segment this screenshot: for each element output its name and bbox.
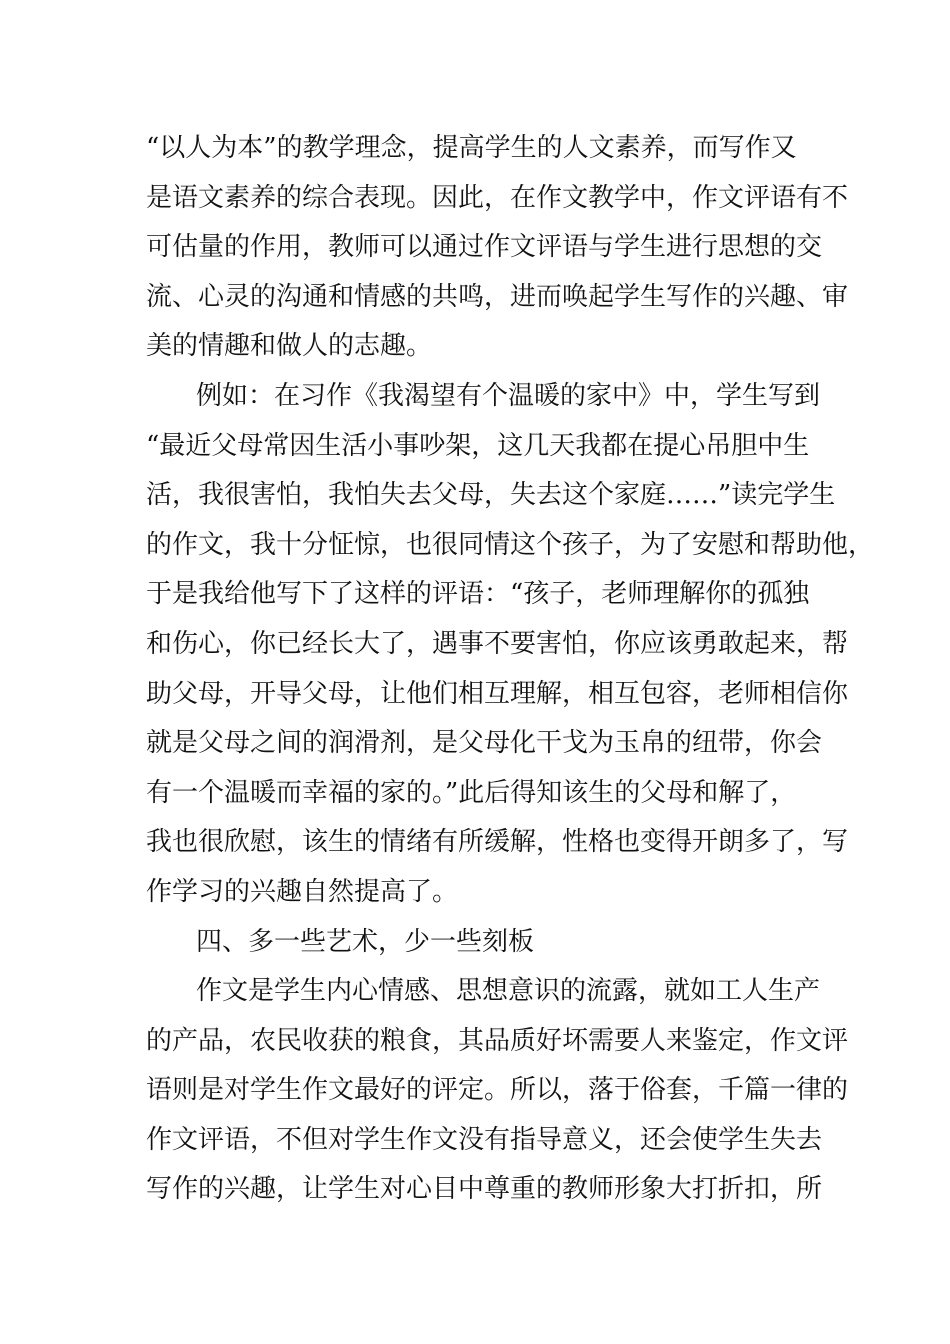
text-line: 写作的兴趣，让学生对心目中尊重的教师形象大打折扣，所 bbox=[146, 1174, 823, 1205]
text-line: 作文评语，不但对学生作文没有指导意义，还会使学生失去 bbox=[146, 1124, 823, 1155]
text-line: 是语文素养的综合表现。因此，在作文教学中，作文评语有不 bbox=[146, 182, 849, 213]
text-line: 流、心灵的沟通和情感的共鸣，进而唤起学生写作的兴趣、审 bbox=[146, 281, 849, 312]
text-line: 可估量的作用，教师可以通过作文评语与学生进行思想的交 bbox=[146, 232, 823, 263]
text-line: 的产品，农民收获的粮食，其品质好坏需要人来鉴定，作文评 bbox=[146, 1025, 849, 1056]
text-line: 和伤心，你已经长大了，遇事不要害怕，你应该勇敢起来，帮 bbox=[146, 628, 849, 659]
text-line: 有一个温暖而幸福的家的。”此后得知该生的父母和解了， bbox=[146, 777, 797, 808]
text-line: 于是我给他写下了这样的评语：“孩子，老师理解你的孤独 bbox=[146, 579, 810, 610]
text-line: 活，我很害怕，我怕失去父母，失去这个家庭……”读完学生 bbox=[146, 480, 836, 511]
text-line: 助父母，开导父母，让他们相互理解，相互包容，老师相信你 bbox=[146, 678, 849, 709]
text-line: 例如：在习作《我渴望有个温暖的家中》中，学生写到 bbox=[196, 380, 821, 411]
body-text bbox=[146, 124, 875, 1215]
text-line: “最近父母常因生活小事吵架，这几天我都在提心吊胆中生 bbox=[146, 430, 810, 461]
text-line: “以人为本”的教学理念，提高学生的人文素养，而写作又 bbox=[146, 133, 797, 163]
text-line: 语则是对学生作文最好的评定。所以，落于俗套，千篇一律的 bbox=[146, 1075, 849, 1106]
text-line: 作文是学生内心情感、思想意识的流露，就如工人生产 bbox=[196, 976, 821, 1007]
text-line: 我也很欣慰，该生的情绪有所缓解，性格也变得开朗多了，写 bbox=[146, 827, 849, 858]
section-heading: 四、多一些艺术，少一些刻板 bbox=[196, 926, 535, 957]
text-line: 就是父母之间的润滑剂，是父母化干戈为玉帛的纽带，你会 bbox=[146, 728, 823, 759]
text-line: 的作文，我十分怔惊，也很同情这个孩子，为了安慰和帮助他， bbox=[146, 529, 875, 560]
text-line: 作学习的兴趣自然提高了。 bbox=[146, 876, 459, 907]
text-line: 美的情趣和做人的志趣。 bbox=[146, 331, 433, 362]
